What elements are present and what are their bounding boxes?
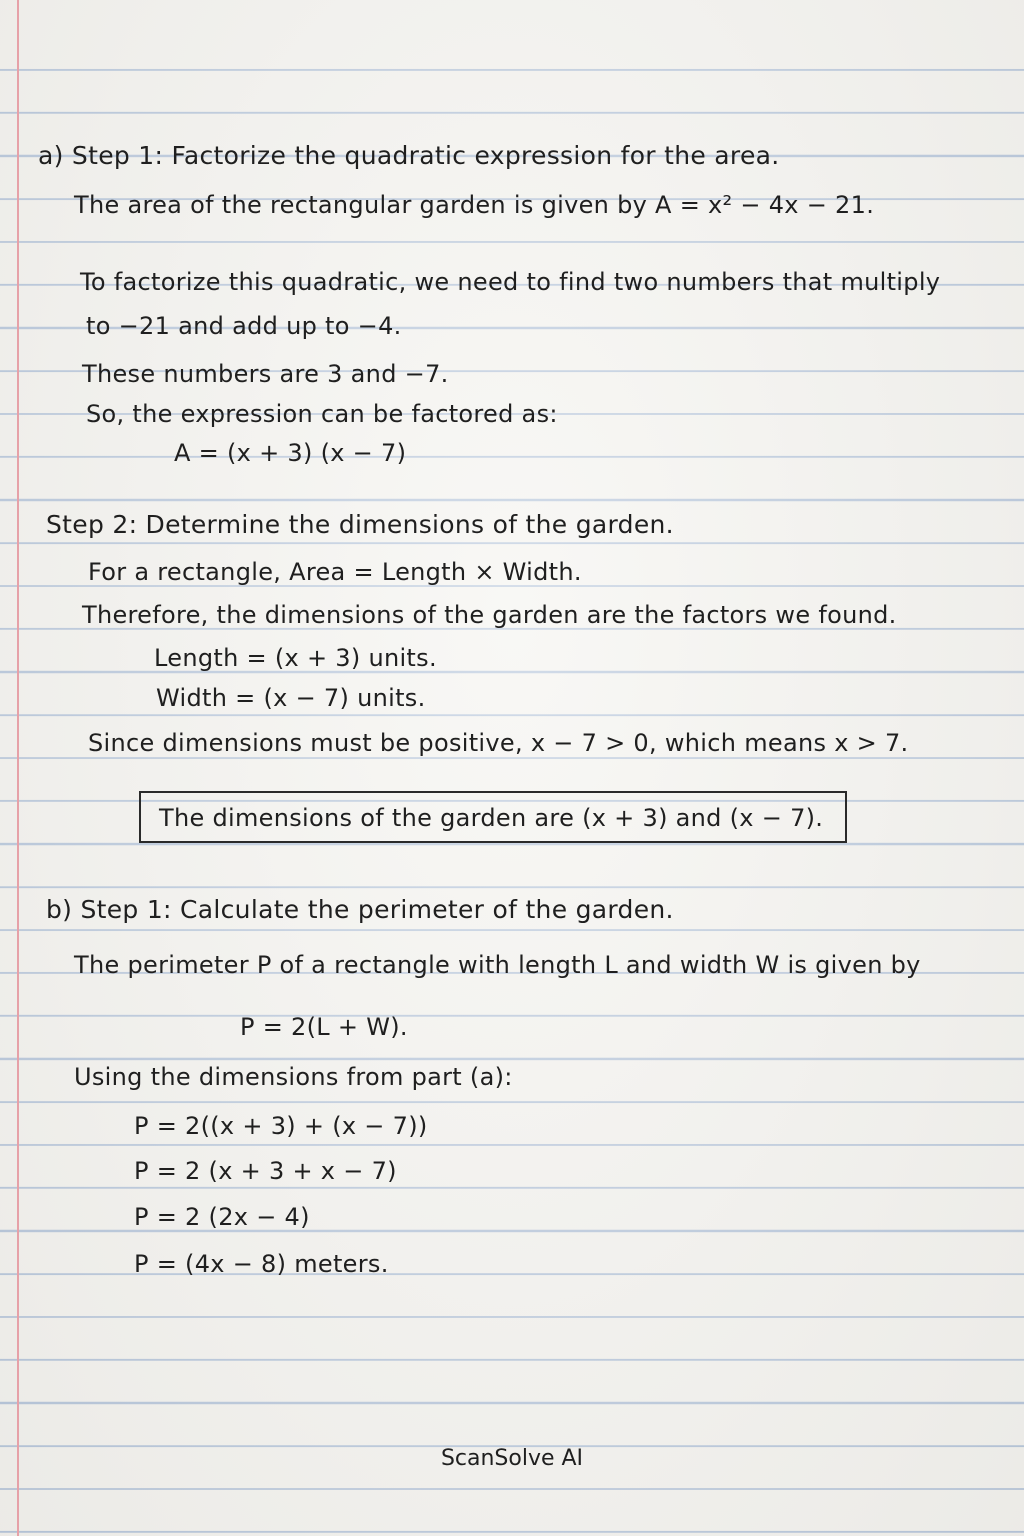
dimensions-are-factors-text: Therefore, the dimensions of the garden are the factors we found. [82, 601, 897, 629]
positivity-condition-text: Since dimensions must be positive, x − 7 > 0, which means x > 7. [88, 729, 909, 757]
footer-brand: ScanSolve AI [440, 1446, 584, 1471]
factorize-explanation-line2: to −21 and add up to −4. [86, 312, 402, 340]
width-equation: Width = (x − 7) units. [156, 684, 426, 712]
perimeter-calc-line3: P = 2 (2x − 4) [134, 1203, 310, 1231]
part-a-step1-heading: a) Step 1: Factorize the quadratic expression for the area. [38, 141, 780, 170]
numbers-found-text: These numbers are 3 and −7. [82, 360, 449, 388]
boxed-answer [139, 791, 847, 843]
factored-equation: A = (x + 3) (x − 7) [174, 439, 407, 467]
factorize-explanation-line1: To factorize this quadratic, we need to find two numbers that multiply [80, 268, 941, 296]
red-margin-line [17, 0, 19, 1536]
using-dimensions-text: Using the dimensions from part (a): [74, 1063, 513, 1091]
perimeter-calc-line4: P = (4x − 8) meters. [134, 1250, 389, 1278]
part-b-step1-heading: b) Step 1: Calculate the perimeter of the garden. [46, 895, 674, 924]
perimeter-calc-line2: P = 2 (x + 3 + x − 7) [134, 1157, 397, 1185]
perimeter-intro-text: The perimeter P of a rectangle with length L and width W is given by [74, 951, 921, 979]
part-a-step2-heading: Step 2: Determine the dimensions of the garden. [46, 510, 674, 539]
rectangle-area-text: For a rectangle, Area = Length × Width. [88, 558, 582, 586]
boxed-answer-text: The dimensions of the garden are (x + 3) and (x − 7). [159, 804, 824, 832]
perimeter-formula: P = 2(L + W). [240, 1013, 408, 1041]
length-equation: Length = (x + 3) units. [154, 644, 437, 672]
perimeter-calc-line1: P = 2((x + 3) + (x − 7)) [134, 1112, 428, 1140]
area-given-text: The area of the rectangular garden is given by A = x² − 4x − 21. [74, 191, 875, 219]
factored-intro-text: So, the expression can be factored as: [86, 400, 558, 428]
